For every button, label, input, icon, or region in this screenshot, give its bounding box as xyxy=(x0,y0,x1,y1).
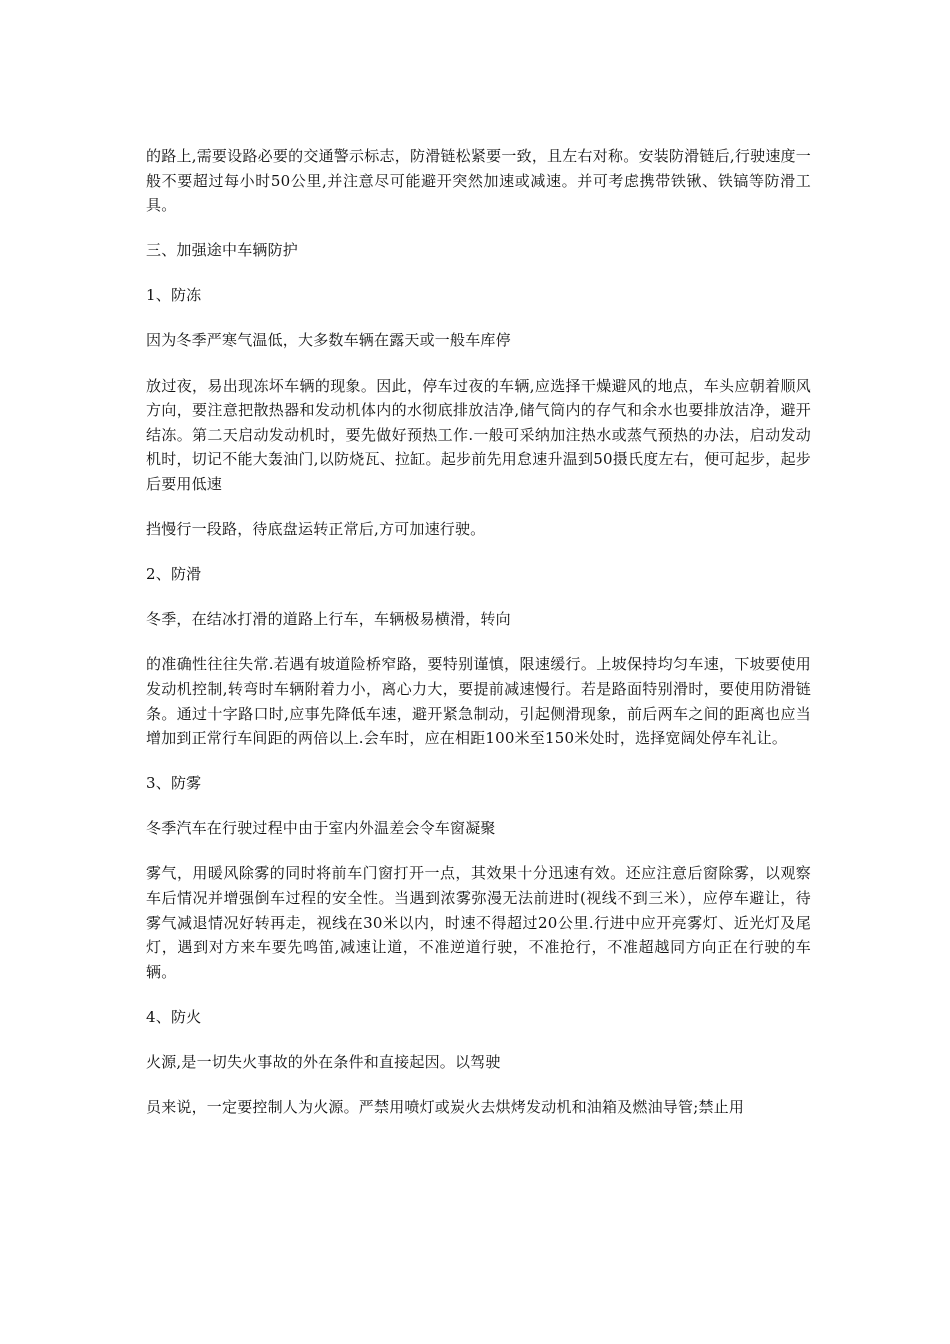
paragraph-anti-fog-intro: 冬季汽车在行驶过程中由于室内外温差会令车窗凝聚 xyxy=(146,819,496,838)
section-heading-vehicle-protection: 三、加强途中车辆防护 xyxy=(146,241,299,260)
paragraph-fire-body: 员来说，一定要控制人为火源。严禁用喷灯或炭火去烘烤发动机和油箱及燃油导管;禁止用 xyxy=(146,1098,745,1117)
paragraph-anti-freeze-intro: 因为冬季严寒气温低，大多数车辆在露天或一般车库停 xyxy=(146,331,511,350)
paragraph-anti-slip-body: 的准确性往往失常.若遇有坡道险桥窄路，要特别谨慎，限速缓行。上坡保持均匀车速，下坡要使用发动机控制,转弯时车辆附着力小，离心力大，要提前减速慢行。若是路面特别滑时，要使用防滑链条。通过十字路口时,应事先降低车速，避开紧急制动，引起侧滑现象，前后两车之间的距离也应当增加到正常行车间距的两倍以上.会车时，应在相距100米至150米处时，选择宽阔处停车礼让。 xyxy=(146,655,811,748)
subheading-fire-prevention: 4、防火 xyxy=(146,1007,202,1026)
subheading-anti-freeze: 1、防冻 xyxy=(146,286,202,305)
subheading-anti-fog: 3、防雾 xyxy=(146,774,202,793)
document-body xyxy=(146,144,811,1140)
paragraph-anti-slip-intro: 冬季，在结冰打滑的道路上行车，车辆极易横滑，转向 xyxy=(146,610,511,629)
paragraph-anti-fog-body: 雾气，用暖风除雾的同时将前车门窗打开一点，其效果十分迅速有效。还应注意后窗除雾，以观察车后情况并增强倒车过程的安全性。当遇到浓雾弥漫无法前进时(视线不到三米），应停车避让，待雾气减退情况好转再走，视线在30米以内，时速不得超过20公里.行进中应开亮雾灯、近光灯及尾灯，遇到对方来车要先鸣笛,减速让道，不准逆道行驶，不准抢行，不准超越同方向正在行驶的车辆。 xyxy=(146,864,811,981)
paragraph-fire-intro: 火源,是一切失火事故的外在条件和直接起因。以驾驶 xyxy=(146,1052,501,1071)
paragraph-anti-freeze-body: 放过夜，易出现冻坏车辆的现象。因此，停车过夜的车辆,应选择干燥避风的地点，车头应朝着顺风方向，要注意把散热器和发动机体内的水彻底排放洁净,储气筒内的存气和余水也要排放洁净，避开结冻。第二天启动发动机时，要先做好预热工作.一般可采纳加注热水或蒸气预热的办法，启动发动机时，切记不能大轰油门,以防烧瓦、拉缸。起步前先用怠速升温到50摄氏度左右，便可起步，起步后要用低速 xyxy=(146,376,811,493)
paragraph-anti-skid-chain-end: 的路上,需要设路必要的交通警示标志，防滑链松紧要一致，且左右对称。安装防滑链后,行驶速度一般不要超过每小时50公里,并注意尽可能避开突然加速或减速。并可考虑携带铁锹、铁镐等防滑工具。 xyxy=(146,147,811,215)
subheading-anti-slip: 2、防滑 xyxy=(146,565,202,584)
paragraph-anti-freeze-end: 挡慢行一段路，待底盘运转正常后,方可加速行驶。 xyxy=(146,520,486,539)
